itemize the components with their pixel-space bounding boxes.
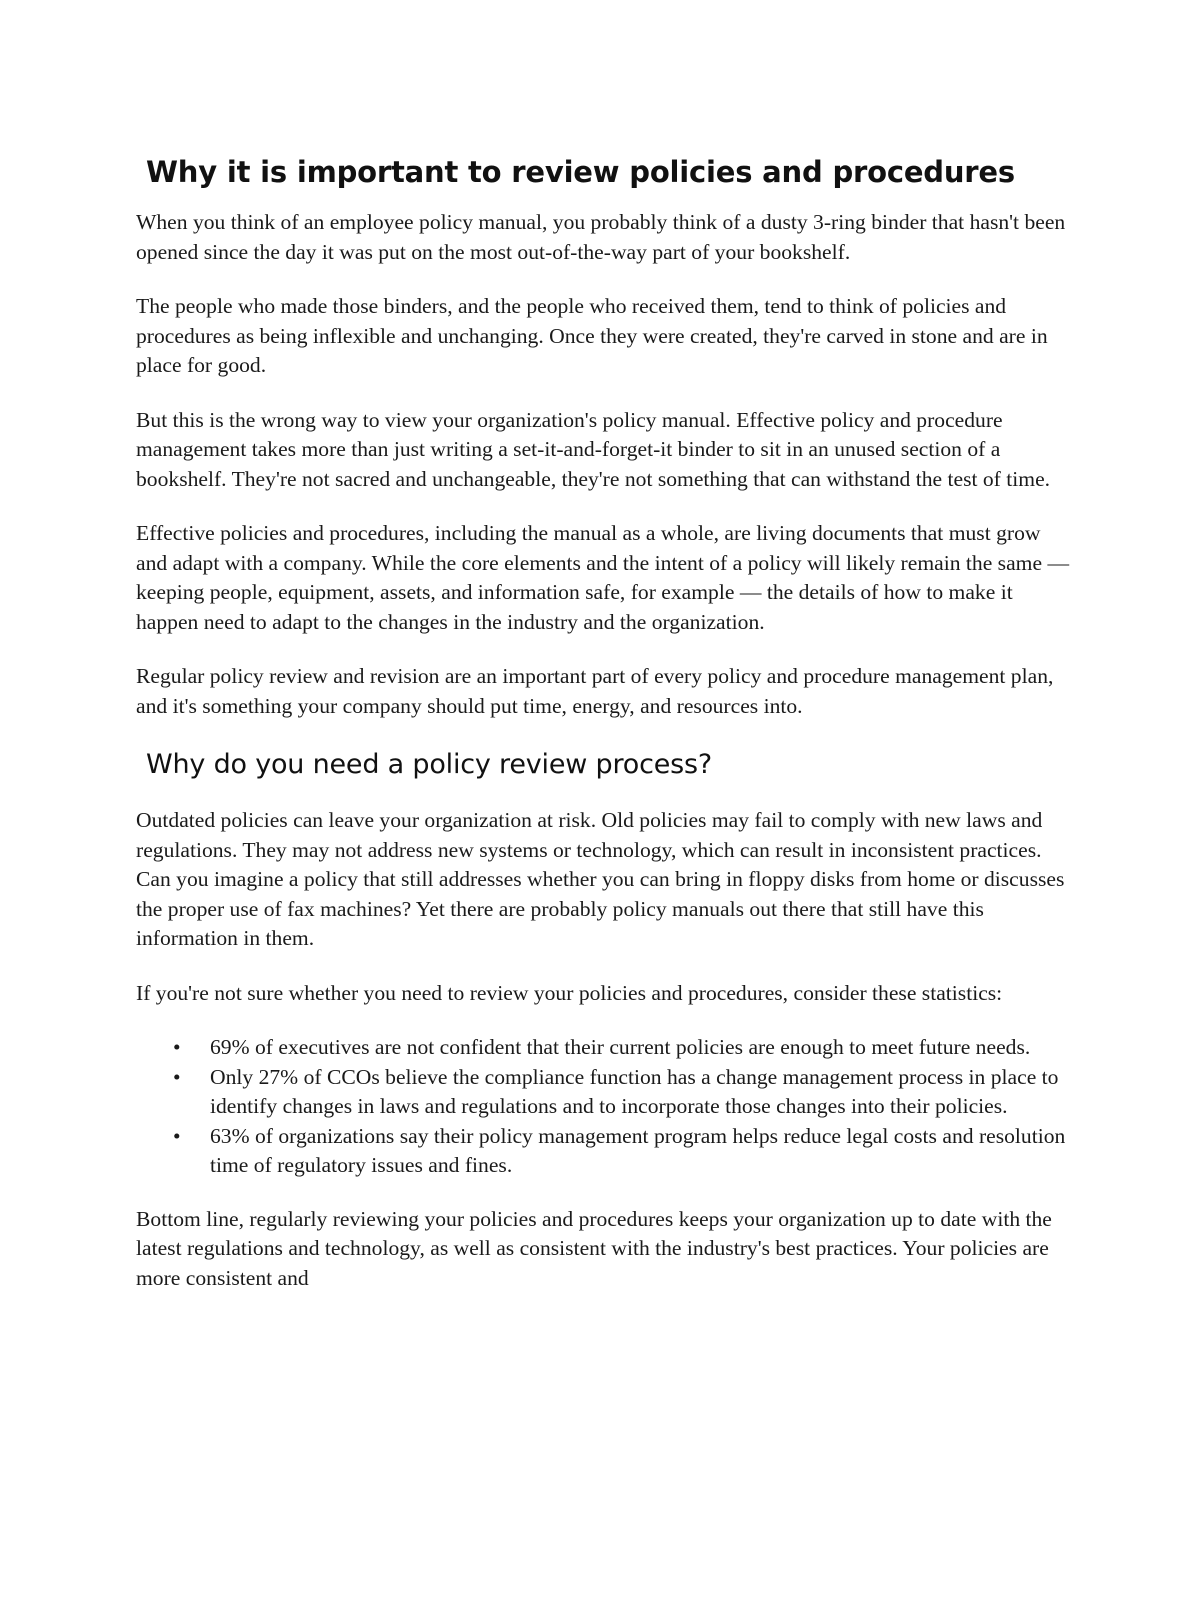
section-paragraph-2: If you're not sure whether you need to review your policies and procedures, consider these statistics: — [136, 980, 1003, 1005]
page-title: Why it is important to review policies and procedures — [146, 155, 1015, 189]
bullet-icon: • — [173, 1035, 181, 1059]
statistics-list — [136, 1033, 1076, 1181]
bullet-icon: • — [173, 1064, 181, 1089]
list-item — [136, 1063, 1076, 1122]
section-paragraph-1: Outdated policies can leave your organization at risk. Old policies may fail to comply with new laws and regulations. They may not address new systems or technology, which can result in inconsistent practices. Can you imagine a policy that still addresses whether you can bring in floppy disks from home or discusses the proper use of fax machines? Yet there are probably policy manuals out there that still have this information in them. — [136, 808, 1065, 950]
intro-paragraph-2: The people who made those binders, and the people who received them, tend to think of policies and procedures as being inflexible and unchanging. Once they were created, they're carved in stone and are in place for good. — [136, 294, 1048, 377]
bullet-icon: • — [173, 1123, 181, 1148]
list-item-text: Only 27% of CCOs believe the compliance function has a change management process in place to identify changes in laws and regulations and to incorporate those changes into their policies. — [210, 1064, 1059, 1118]
section-heading: Why do you need a policy review process? — [146, 749, 713, 780]
intro-paragraph-1: When you think of an employee policy manual, you probably think of a dusty 3-ring binder that hasn't been opened since the day it was put on the most out-of-the-way part of your bookshelf. — [136, 210, 1066, 264]
list-item-text: 69% of executives are not confident that their current policies are enough to meet future needs. — [210, 1035, 1031, 1059]
intro-paragraph-3: But this is the wrong way to view your organization's policy manual. Effective policy and procedure management takes more than just writing a set-it-and-forget-it binder to sit in an unused section of a bookshelf. They're not sacred and unchangeable, they're not something that can withstand the test of time. — [136, 407, 1051, 491]
list-item — [136, 1122, 1076, 1181]
document-body — [136, 152, 1076, 1318]
closing-paragraph: Bottom line, regularly reviewing your policies and procedures keeps your organization up to date with the latest regulations and technology, as well as consistent with the industry's best practices. Your policies are more consistent and — [136, 1206, 1052, 1290]
list-item — [136, 1033, 1076, 1063]
intro-paragraph-4: Effective policies and procedures, including the manual as a whole, are living documents that must grow and adapt with a company. While the core elements and the intent of a policy will likely remain the same — keeping people, equipment, assets, and information safe, for example — the details of how to make it happen need to adapt to the changes in the industry and the organization. — [136, 521, 1070, 634]
intro-paragraph-5: Regular policy review and revision are an important part of every policy and procedure management plan, and it's something your company should put time, energy, and resources into. — [136, 664, 1054, 718]
list-item-text: 63% of organizations say their policy management program helps reduce legal costs and resolution time of regulatory issues and fines. — [210, 1123, 1066, 1177]
